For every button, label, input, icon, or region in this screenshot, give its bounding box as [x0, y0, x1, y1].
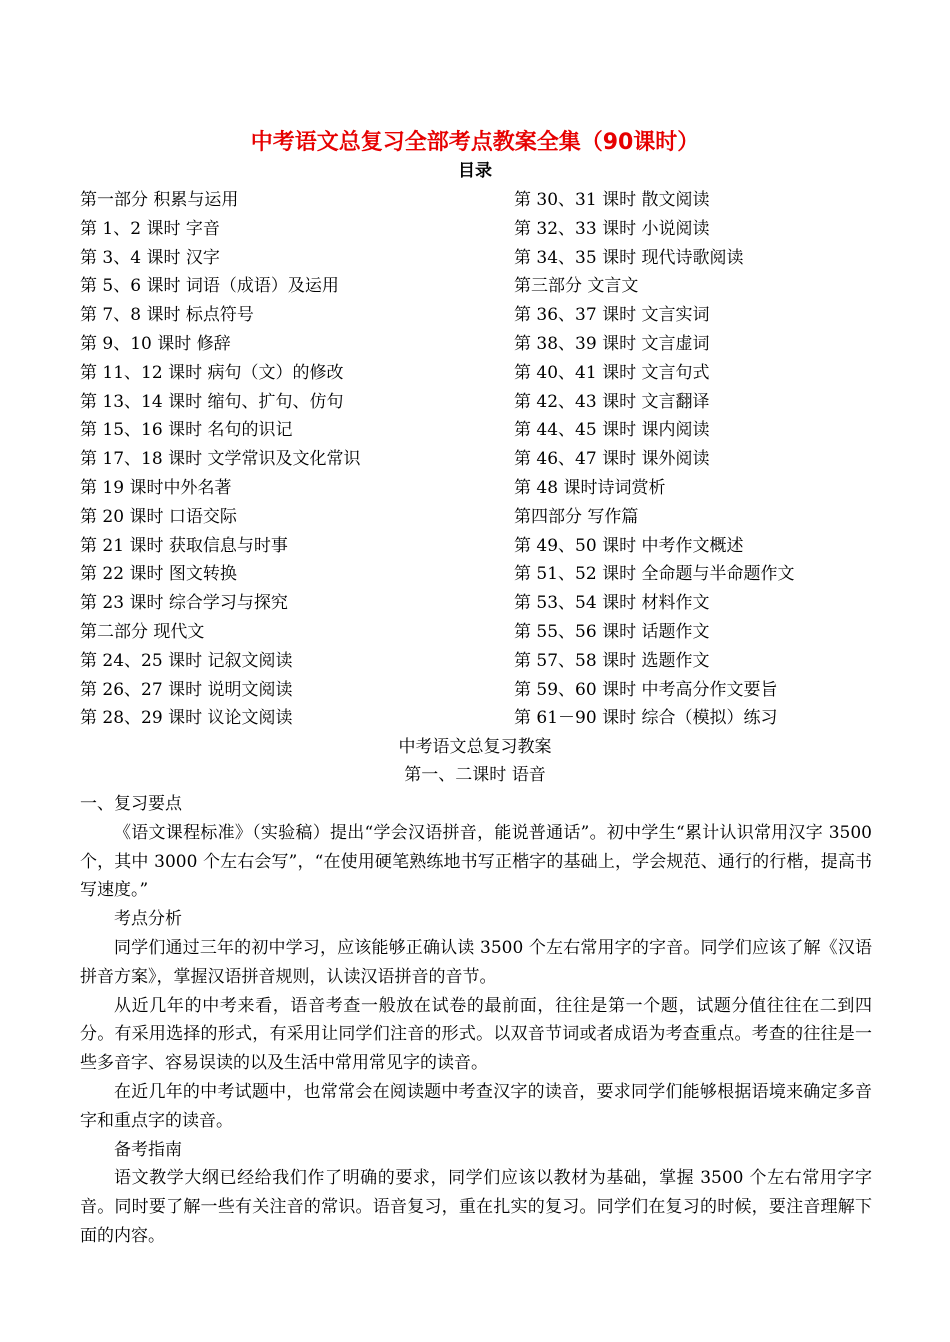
paragraph: 语文教学大纲已经给我们作了明确的要求，同学们应该以教材为基础，掌握 3500 个左右常用字字音。同时要了解一些有关注音的常识。语音复习，重在扎实的复习。同学们在复习的时候，要注音理解下面的内容。	[80, 1168, 872, 1246]
subheading-analysis: 考点分析	[114, 909, 182, 930]
toc-item: 第 34、35 课时 现代诗歌阅读	[514, 247, 744, 268]
toc-item: 第 23 课时 综合学习与探究	[80, 593, 288, 614]
toc-item: 第 53、54 课时 材料作文	[514, 593, 710, 614]
lesson-body	[80, 790, 872, 1251]
toc-item: 第三部分 文言文	[514, 276, 639, 297]
toc-item: 第二部分 现代文	[80, 621, 205, 642]
toc-item: 第 9、10 课时 修辞	[80, 333, 231, 354]
toc-item: 第 26、27 课时 说明文阅读	[80, 679, 293, 700]
toc-item: 第 13、14 课时 缩句、扩句、仿句	[80, 391, 344, 412]
toc-item: 第 24、25 课时 记叙文阅读	[80, 650, 293, 671]
toc-item: 第四部分 写作篇	[514, 506, 639, 527]
toc-item: 第 38、39 课时 文言虚词	[514, 333, 710, 354]
toc-left-column	[80, 186, 500, 733]
toc-item: 第 30、31 课时 散文阅读	[514, 190, 710, 210]
toc-item: 第 7、8 课时 标点符号	[80, 305, 254, 326]
section-heading: 一、复习要点	[80, 794, 182, 814]
paragraph: 从近几年的中考来看，语音考查一般放在试卷的最前面，往往是第一个题，试题分值往往在二到四分。有采用选择的形式，有采用让同学们注音的形式。以双音节词或者成语为考查重点。考查的往往是一些多音字、容易误读的以及生活中常用常见字的读音。	[80, 995, 872, 1074]
toc-item: 第 1、2 课时 字音	[80, 218, 220, 239]
toc-item: 第一部分 积累与运用	[80, 190, 239, 210]
toc-right-column	[514, 186, 914, 733]
toc-item: 第 55、56 课时 话题作文	[514, 621, 710, 642]
toc-item: 第 5、6 课时 词语（成语）及运用	[80, 276, 339, 297]
toc-item: 第 57、58 课时 选题作文	[514, 650, 710, 671]
toc-item: 第 17、18 课时 文学常识及文化常识	[80, 449, 361, 470]
toc-item: 第 11、12 课时 病句（文）的修改	[80, 362, 344, 383]
toc-item: 第 32、33 课时 小说阅读	[514, 218, 710, 239]
toc-item: 第 61－90 课时 综合（模拟）练习	[514, 708, 778, 729]
toc-heading: 目录	[458, 161, 492, 181]
toc-item: 第 42、43 课时 文言翻译	[514, 391, 710, 412]
document-title: 中考语文总复习全部考点教案全集（90课时）	[250, 130, 700, 155]
toc-item: 第 40、41 课时 文言句式	[514, 362, 710, 383]
toc-item: 第 20 课时 口语交际	[80, 506, 237, 527]
subheading-guide: 备考指南	[114, 1139, 182, 1160]
lesson-subtitle: 第一、二课时 语音	[404, 765, 546, 785]
paragraph: 同学们通过三年的初中学习，应该能够正确认读 3500 个左右常用字的字音。同学们应该了解《汉语拼音方案》，掌握汉语拼音规则，认读汉语拼音的音节。	[80, 937, 872, 987]
toc-item: 第 59、60 课时 中考高分作文要旨	[514, 679, 778, 700]
lesson-title: 中考语文总复习教案	[398, 737, 552, 757]
paragraph: 《语文课程标准》（实验稿）提出“学会汉语拼音，能说普通话”。初中学生“累计认识常用汉字 3500 个，其中 3000 个左右会写”，“在使用硬笔熟练地书写正楷字的基础上，学会规范、通行的行楷，提高书写速度。”	[80, 822, 872, 901]
toc-item: 第 44、45 课时 课内阅读	[514, 420, 710, 441]
toc-item: 第 49、50 课时 中考作文概述	[514, 535, 744, 556]
toc-item: 第 48 课时诗词赏析	[514, 477, 666, 498]
toc-item: 第 3、4 课时 汉字	[80, 247, 220, 268]
toc-item: 第 15、16 课时 名句的识记	[80, 420, 293, 441]
toc-item: 第 22 课时 图文转换	[80, 564, 237, 585]
toc-item: 第 46、47 课时 课外阅读	[514, 449, 710, 470]
toc-item: 第 36、37 课时 文言实词	[514, 305, 710, 326]
toc-item: 第 21 课时 获取信息与时事	[80, 535, 288, 556]
toc-item: 第 28、29 课时 议论文阅读	[80, 708, 293, 729]
toc-item: 第 19 课时中外名著	[80, 477, 232, 498]
toc-item: 第 51、52 课时 全命题与半命题作文	[514, 564, 795, 585]
paragraph: 在近几年的中考试题中，也常常会在阅读题中考查汉字的读音，要求同学们能够根据语境来确定多音字和重点字的读音。	[80, 1081, 872, 1131]
